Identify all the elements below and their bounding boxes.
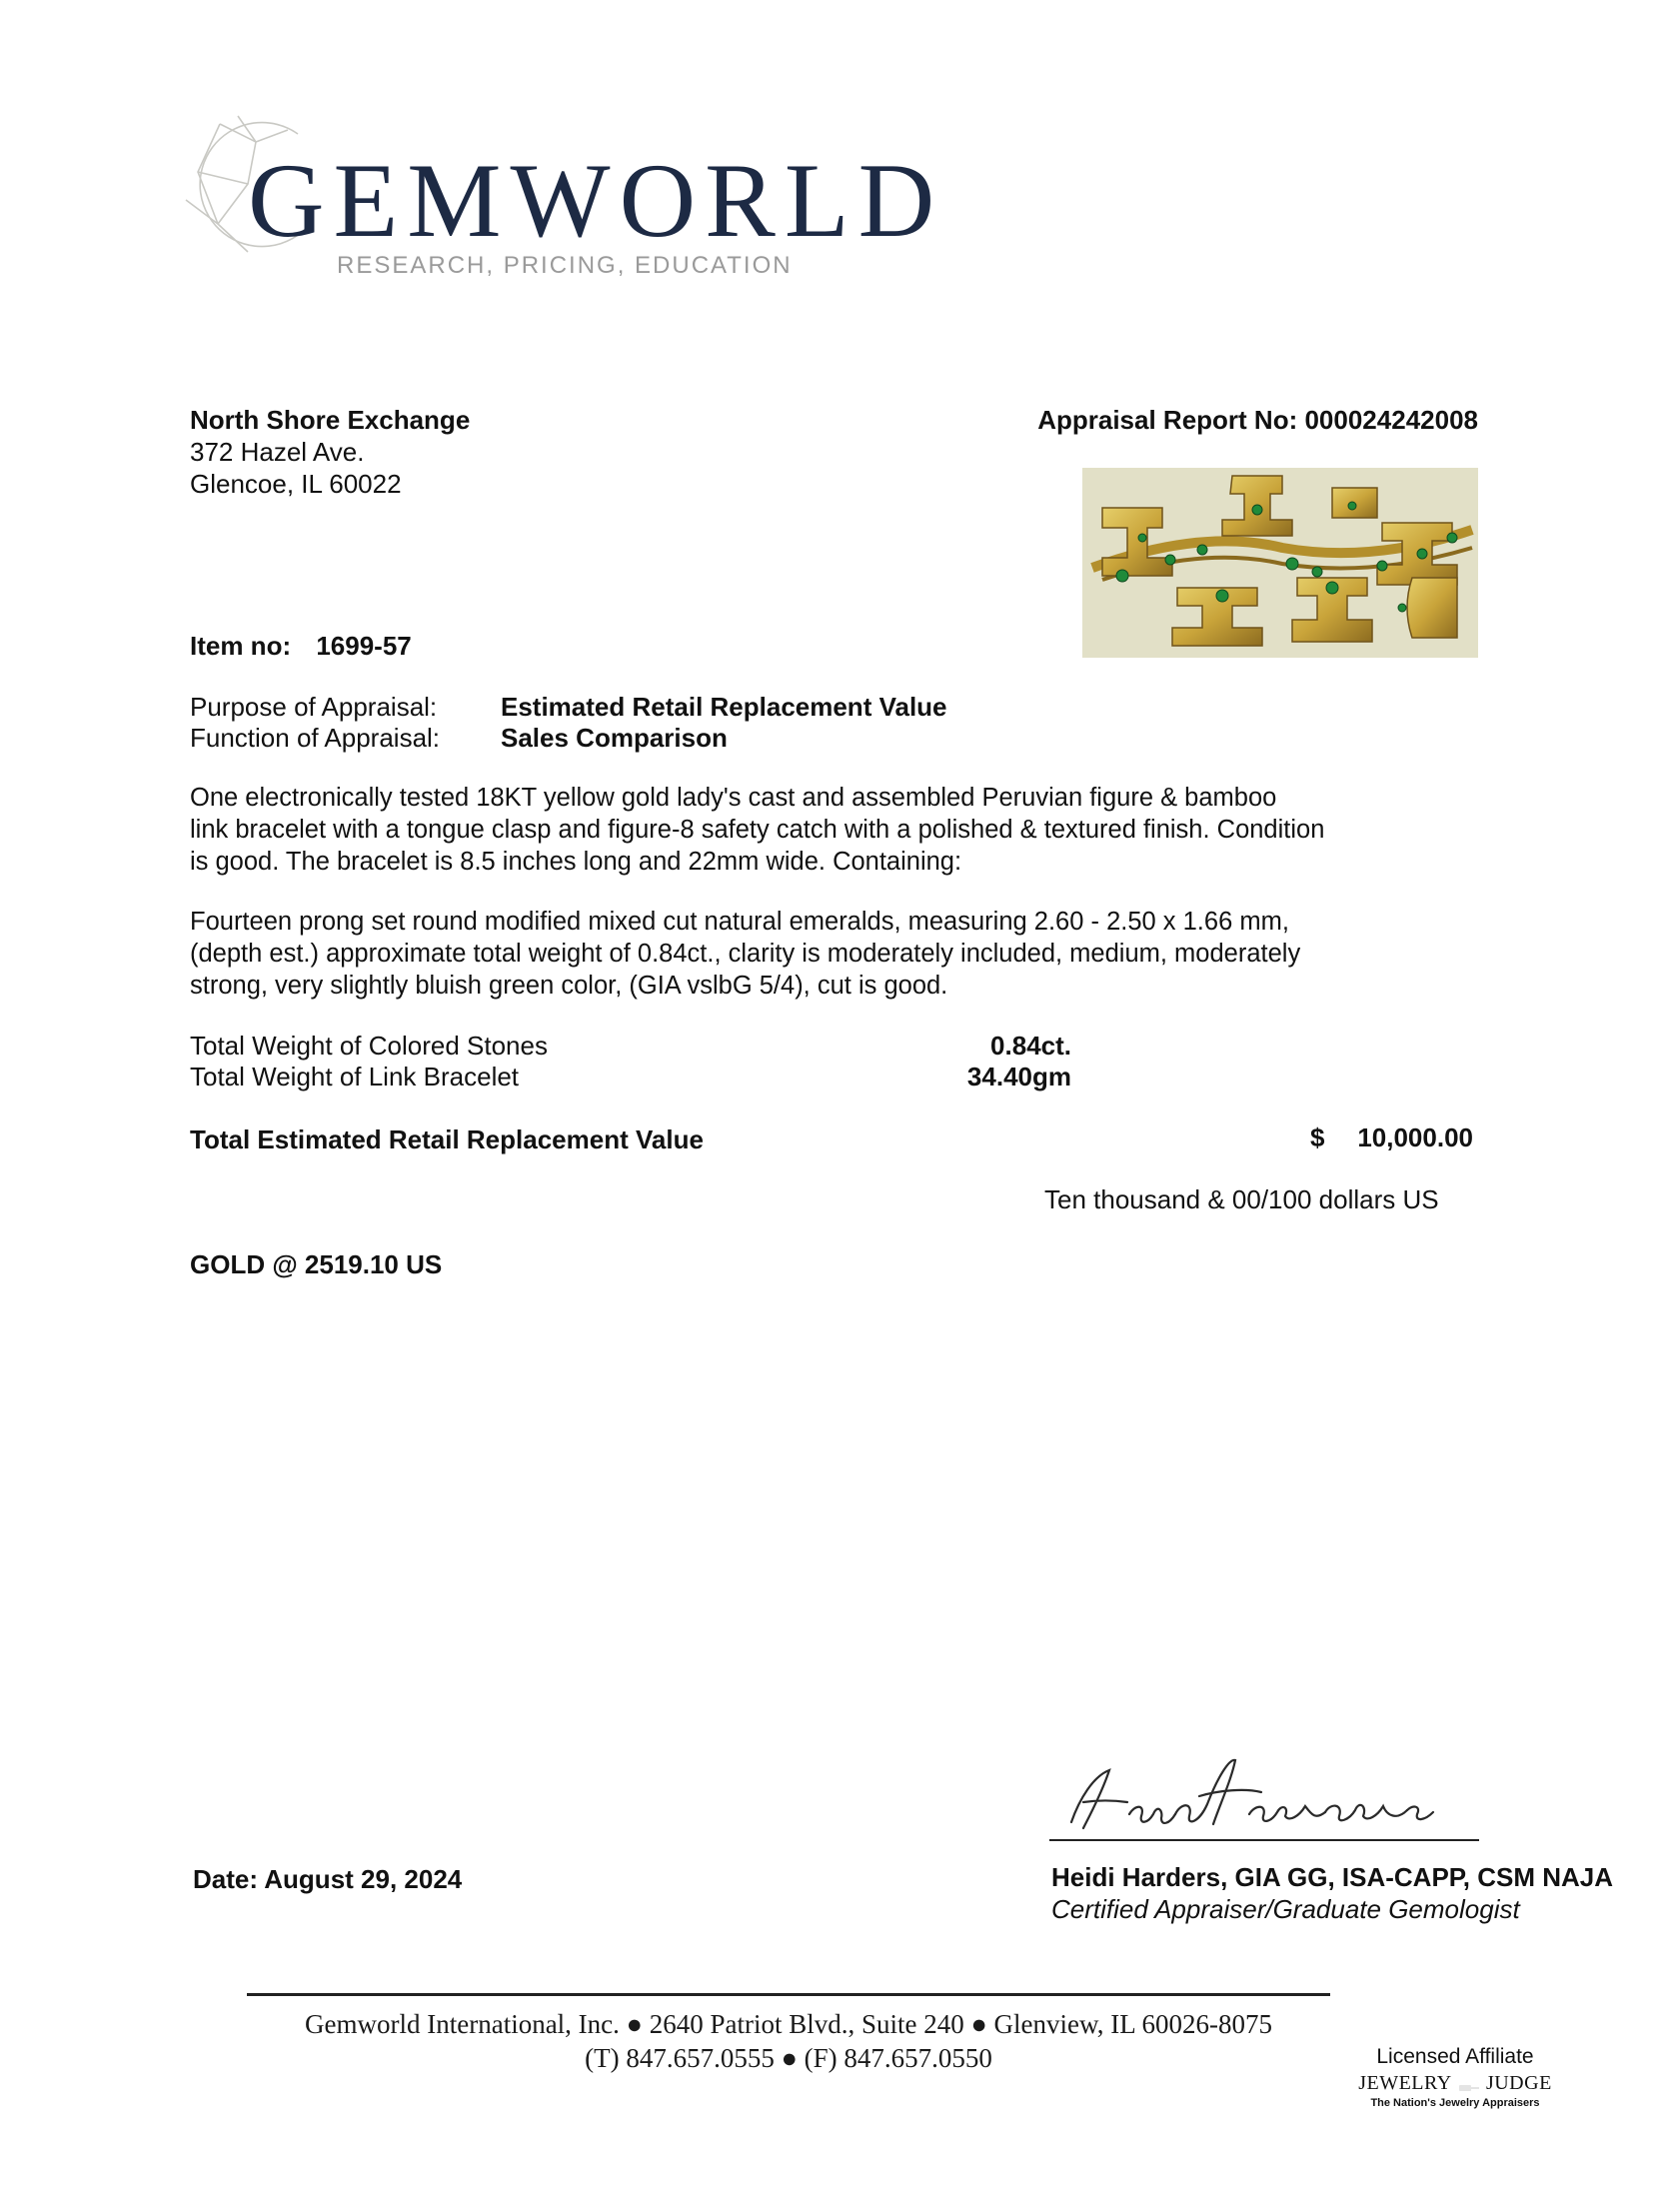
affiliate-tagline: The Nation's Jewelry Appraisers [1370,2097,1540,2109]
description-line: Fourteen prong set round modified mixed cut natural emeralds, measuring 2.60 - 2.50 x 1.66 mm, [190,908,1289,936]
client-address-line1: 372 Hazel Ave. [190,437,365,467]
signature-line [1049,1839,1479,1841]
gemworld-wordmark: GEMWORLD [248,142,944,259]
stone-description [190,906,1300,1002]
description-line: strong, very slightly bluish green color, (GIA vslbG 5/4), cut is good. [190,972,948,1000]
footer-rule [247,1993,1330,1996]
weight-value-bracelet: 34.40gm [966,1062,1071,1092]
item-number [190,630,412,662]
item-number-value: 1699-57 [316,631,412,661]
total-currency: $ [1310,1122,1325,1152]
total-value-label: Total Estimated Retail Replacement Value [190,1124,704,1154]
report-number [1037,404,1478,436]
affiliate-brand [1355,2070,1555,2096]
gemworld-tagline: RESEARCH, PRICING, EDUCATION [337,252,793,279]
total-amount: 10,000.00 [1357,1122,1473,1152]
footer-address: Gemworld International, Inc. ● 2640 Patriot Blvd., Suite 240 ● Glenview, IL 60026-8075 [305,2009,1272,2039]
weight-label-stones: Total Weight of Colored Stones [190,1031,548,1061]
footer-company-info [247,2007,1330,2075]
jewelry-judge-affiliate [1355,2044,1555,2110]
description-line: One electronically tested 18KT yellow gold lady's cast and assembled Peruvian figure & bamboo [190,784,1277,812]
description-line: (depth est.) approximate total weight of 0.84ct., clarity is moderately included, medium, moderately [190,940,1301,968]
weight-label-bracelet: Total Weight of Link Bracelet [190,1062,520,1092]
purpose-value: Estimated Retail Replacement Value [501,692,947,722]
appraisal-date: Date: August 29, 2024 [193,1864,463,1894]
appraiser-name: Heidi Harders, GIA GG, ISA-CAPP, CSM NAJA [1051,1862,1614,1892]
function-value: Sales Comparison [501,723,728,753]
weight-value-stones: 0.84ct. [990,1031,1071,1061]
description-line: link bracelet with a tongue clasp and figure-8 safety catch with a polished & textured finish. Condition [190,816,1325,844]
item-description [190,782,1324,878]
gold-price: GOLD @ 2519.10 US [190,1249,443,1279]
gavel-icon [1456,2077,1480,2091]
bracelet-photo [1082,468,1478,658]
affiliate-brand-left: JEWELRY [1358,2072,1451,2094]
appraiser-signature [1049,1744,1479,1844]
report-number-label: Appraisal Report No: [1037,405,1298,435]
description-line: is good. The bracelet is 8.5 inches long and 22mm wide. Containing: [190,848,962,876]
footer-phone: (T) 847.657.0555 ● (F) 847.657.0550 [585,2043,992,2073]
function-label: Function of Appraisal: [190,723,441,753]
client-name: North Shore Exchange [190,405,471,435]
affiliate-brand-right: JUDGE [1485,2072,1552,2094]
item-number-label: Item no: [190,631,292,661]
affiliate-label: Licensed Affiliate [1376,2045,1534,2068]
total-amount-words: Ten thousand & 00/100 dollars US [1044,1184,1439,1214]
client-address-line2: Glencoe, IL 60022 [190,469,402,499]
report-number-value: 000024242008 [1304,405,1478,435]
appraiser-title: Certified Appraiser/Graduate Gemologist [1051,1894,1520,1924]
purpose-label: Purpose of Appraisal: [190,692,438,722]
